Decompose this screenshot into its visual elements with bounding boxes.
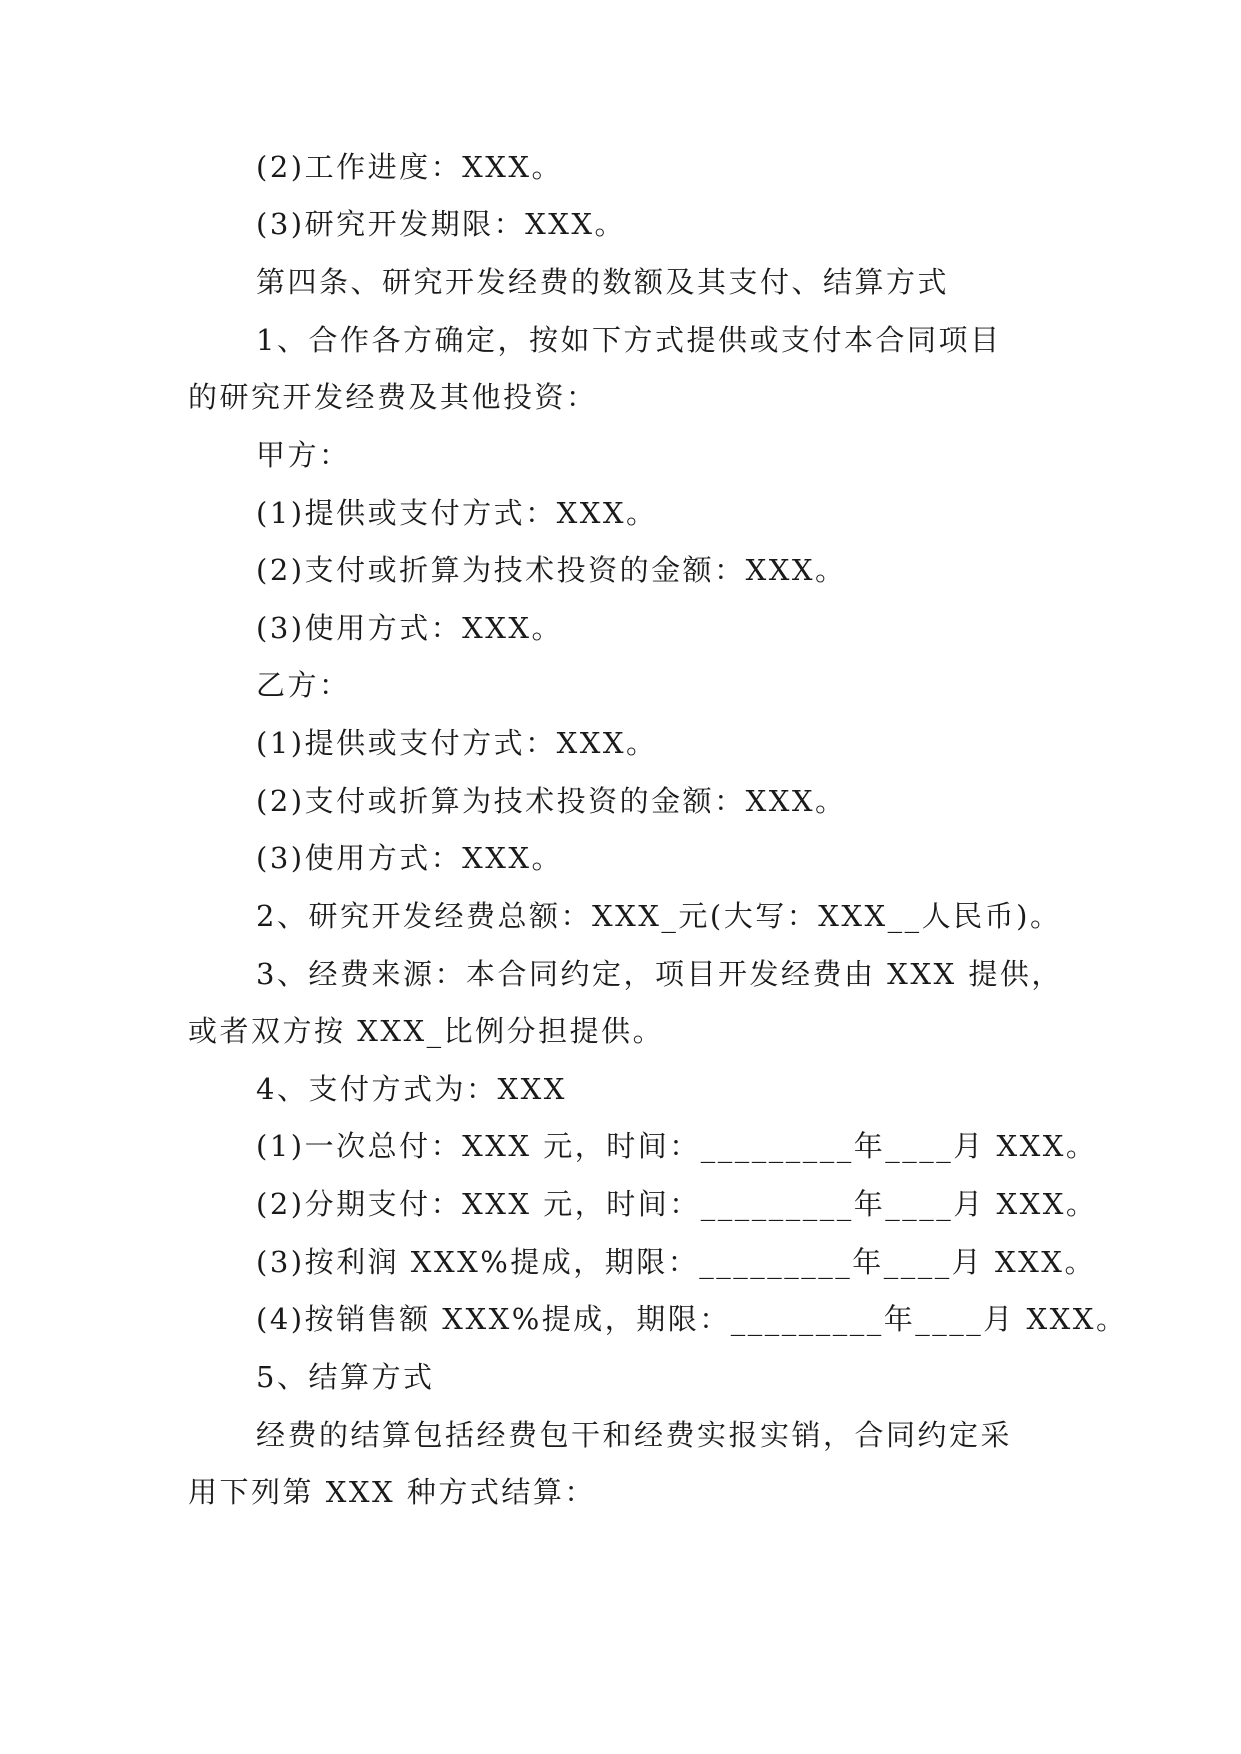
- text-line: 或者双方按 XXX_比例分担提供。: [188, 1014, 665, 1048]
- text-line: 3、经费来源：本合同约定，项目开发经费由 XXX 提供，: [256, 957, 1063, 991]
- text-line: (3)使用方式：XXX。: [256, 611, 564, 645]
- text-line: (2)支付或折算为技术投资的金额：XXX。: [256, 553, 847, 587]
- text-line: 用下列第 XXX 种方式结算：: [188, 1475, 596, 1509]
- party-label: 甲方：: [256, 438, 351, 472]
- text-line: (2)支付或折算为技术投资的金额：XXX。: [256, 784, 847, 818]
- text-line: 4、支付方式为：XXX: [256, 1072, 567, 1106]
- text-line: (1)提供或支付方式：XXX。: [256, 496, 658, 530]
- text-line: (4)按销售额 XXX%提成，期限：_________年____月 XXX。: [256, 1302, 1128, 1336]
- section-heading: 第四条、研究开发经费的数额及其支付、结算方式: [256, 265, 950, 299]
- text-line: 5、结算方式: [256, 1360, 435, 1394]
- text-line: (1)提供或支付方式：XXX。: [256, 726, 658, 760]
- text-line: (1)一次总付：XXX 元，时间：_________年____月 XXX。: [256, 1129, 1098, 1163]
- text-line: 2、研究开发经费总额：XXX_元(大写：XXX__人民币)。: [256, 899, 1062, 933]
- text-line: (2)分期支付：XXX 元，时间：_________年____月 XXX。: [256, 1187, 1098, 1221]
- text-line: 1、合作各方确定，按如下方式提供或支付本合同项目: [256, 323, 1002, 357]
- text-line: (3)按利润 XXX%提成，期限：_________年____月 XXX。: [256, 1245, 1096, 1279]
- text-line: (3)研究开发期限：XXX。: [256, 207, 627, 241]
- text-line: 经费的结算包括经费包干和经费实报实销，合同约定采: [256, 1418, 1013, 1452]
- party-label: 乙方：: [256, 668, 351, 702]
- text-line: (2)工作进度：XXX。: [256, 150, 564, 184]
- text-line: 的研究开发经费及其他投资：: [188, 380, 598, 414]
- text-line: (3)使用方式：XXX。: [256, 841, 564, 875]
